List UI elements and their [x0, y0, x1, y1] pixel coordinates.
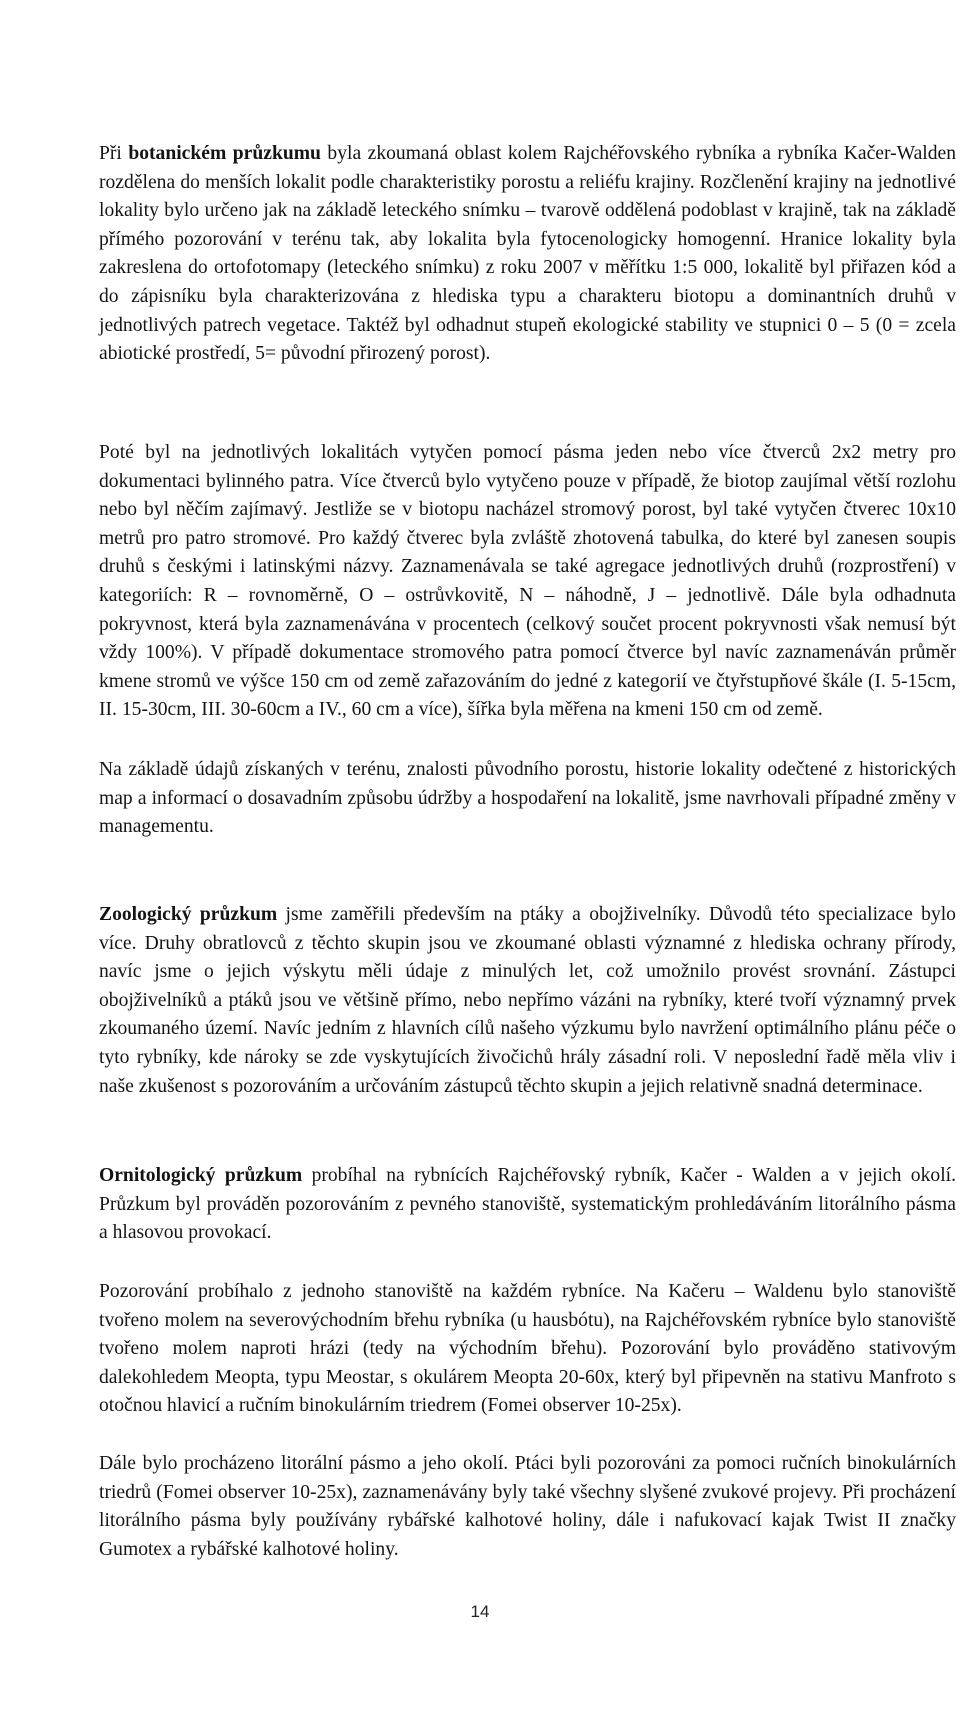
bold-heading-botanical: botanickém průzkumu	[128, 143, 321, 164]
paragraph-body-text: Dále bylo procházeno litorální pásmo a jeho okolí. Ptáci byli pozorováni za pomoci ručních binokulárních triedrů (Fomei observer 10-25x), zaznamenávány byly také všechny slyšené zvukové projevy. Při procházení litorálního pásma byly používány rybářské kalhotové holiny, dále i nafukovací kajak Twist II značky Gumotex a rybářské kalhotové holiny.	[99, 1453, 956, 1560]
paragraph-quadrats	[99, 439, 956, 725]
paragraph-management	[99, 756, 956, 842]
paragraph-body-text: Poté byl na jednotlivých lokalitách vytyčen pomocí pásma jeden nebo více čtverců 2x2 metry pro dokumentaci bylinného patra. Více čtverců bylo vytyčeno pouze v případě, že biotop zaujímal větší rozlohu nebo byl něčím zajímavý. Jestliže se v biotopu nacházel stromový porost, byl také vytyčen čtverec 10x10 metrů pro patro stromové. Pro každý čtverec byla zvláště zhotovená tabulka, do které byl zanesen soupis druhů s českými i latinskými názvy. Zaznamenávala se také agregace jednotlivých druhů (rozprostření) v kategoriích: R – rovnoměrně, O – ostrůvkovitě, N – náhodně, J – jednotlivě. Dále byla odhadnuta pokryvnost, která byla zaznamenávána v procentech (celkový součet procent pokryvnosti však nemusí být vždy 100%). V případě dokumentace stromového patra pomocí čtverce byl navíc zaznamenáván průměr kmene stromů ve výšce 150 cm od země zařazováním do jedné z kategorií ve čtyřstupňové škále (I. 5-15cm, II. 15-30cm, III. 30-60cm a IV., 60 cm a více), šířka byla měřena na kmeni 150 cm od země.	[99, 442, 956, 721]
paragraph-body-text: probíhal na rybnících Rajchéřovský rybník, Kačer - Walden a v jejich okolí. Průzkum byl prováděn pozorováním z pevného stanoviště, systematickým prohledáváním litorálního pásma a hlasovou provokací.	[99, 1165, 956, 1244]
paragraph-body-text: jsme zaměřili především na ptáky a obojživelníky. Důvodů této specializace bylo více. Druhy obratlovců z těchto skupin jsou ve zkoumané oblasti významné z hlediska ochrany přírody, navíc jsme o jejich výskytu měli údaje z minulých let, což umožnilo provést srovnání. Zástupci obojživelníků a ptáků jsou ve většině přímo, nebo nepřímo vázáni na rybníky, které tvoří významný prvek zkoumaného území. Navíc jedním z hlavních cílů našeho výzkumu bylo navržení optimálního plánu péče o tyto rybníky, kde nároky se zde vyskytujících živočichů hrály zásadní roli. V neposlední řadě měla vliv i naše zkušenost s pozorováním a určováním zástupců těchto skupin a jejich relativně snadná determinace.	[99, 904, 956, 1097]
paragraph-lead-text: Při	[99, 143, 129, 164]
paragraph-zoological-survey	[99, 901, 956, 1101]
paragraph-body-text: Pozorování probíhalo z jednoho stanoviště na každém rybníce. Na Kačeru – Waldenu bylo stanoviště tvořeno molem na severovýchodním břehu rybníka (u hausbótu), na Rajchéřovském rybníce bylo stanoviště tvořeno molem naproti hrázi (tedy na východním břehu). Pozorování bylo prováděno stativovým dalekohledem Meopta, typu Meostar, s okulárem Meopta 20-60x, který byl připevněn na stativu Manfroto s otočnou hlavicí a ručním binokulárním triedrem (Fomei observer 10-25x).	[99, 1281, 956, 1417]
paragraph-observation-station	[99, 1278, 956, 1421]
paragraph-littoral-zone	[99, 1450, 956, 1564]
paragraph-body-text: Na základě údajů získaných v terénu, znalosti původního porostu, historie lokality odečtené z historických map a informací o dosavadním způsobu údržby a hospodaření na lokalitě, jsme navrhovali případné změny v managementu.	[99, 759, 956, 838]
paragraph-ornithological-survey	[99, 1162, 956, 1248]
bold-heading-zoological: Zoologický průzkum	[99, 904, 278, 925]
page-number: 14	[470, 1602, 490, 1621]
paragraph-botanical-survey	[99, 140, 956, 426]
paragraph-body-text: byla zkoumaná oblast kolem Rajchéřovského rybníka a rybníka Kačer-Walden rozdělena do menších lokalit podle charakteristiky porostu a reliéfu krajiny. Rozčlenění krajiny na jednotlivé lokality bylo určeno jak na základě leteckého snímku – tvarově oddělená podoblast v krajině, tak na základě přímého pozorování v terénu tak, aby lokalita byla fytocenologicky homogenní. Hranice lokality byla zakreslena do ortofotomapy (leteckého snímku) z roku 2007 v měřítku 1:5 000, lokalitě byl přiřazen kód a do zápisníku byla charakterizována z hlediska typu a charakteru biotopu a dominantních druhů v jednotlivých patrech vegetace. Taktéž byl odhadnut stupeň ekologické stability ve stupnici 0 – 5 (0 = zcela abiotické prostředí, 5= původní přirozený porost).	[99, 143, 956, 365]
bold-heading-ornithological: Ornitologický průzkum	[99, 1165, 303, 1186]
